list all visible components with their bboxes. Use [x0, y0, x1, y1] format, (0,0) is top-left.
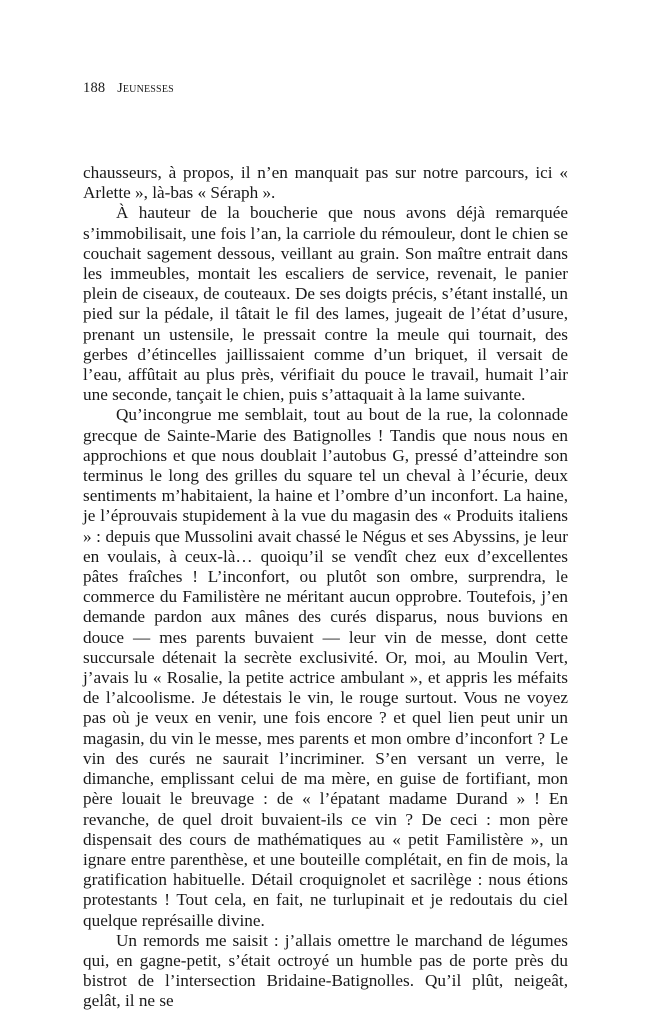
running-title: Jeunesses	[117, 81, 174, 96]
page-number: 188	[83, 80, 106, 96]
paragraph-1: chausseurs, à propos, il n’en manquait pas sur notre parcours, ici « Arlette », là-bas « Séraph ».	[83, 163, 568, 203]
paragraph-2: À hauteur de la boucherie que nous avons déjà remarquée s’immobilisait, une fois l’an, la carriole du rémouleur, dont le chien se couchait sagement dessous, veillant au grain. Son maître entrait dans les immeubles, montait les escaliers de service, revenait, le panier plein de ciseaux, de couteaux. De ses doigts précis, s’étant installé, un pied sur la pédale, il tâtait le fil des lames, jugeait de l’état d’usure, prenant un ustensile, le pressait contre la meule qui tournait, des gerbes d’étincelles jaillissaient comme d’un briquet, il versait de l’eau, affûtait au plus près, vérifiait du pouce le travail, humait l’air une seconde, tançait le chien, puis s’attaquait à la lame suivante.	[83, 203, 568, 405]
body-text	[83, 163, 568, 1012]
paragraph-3: Qu’incongrue me semblait, tout au bout de la rue, la colonnade grecque de Sainte-Marie des Batignolles ! Tandis que nous nous en approchions et que nous doublait l’autobus G, pressé d’atteindre son terminus le long des grilles du square tel un cheval à l’écurie, deux sentiments m’habitaient, la haine et l’ombre d’un inconfort. La haine, je l’éprouvais stupidement à la vue du magasin des « Produits italiens » : depuis que Mussolini avait chassé le Négus et ses Abyssins, je leur en voulais, à ceux-là… quoiqu’il se vendît chez eux d’excellentes pâtes fraîches ! L’inconfort, ou plutôt son ombre, surprendra, le commerce du Familistère ne méritant aucun opprobre. Toutefois, j’en demande pardon aux mânes des curés disparus, nous buvions en douce — mes parents buvaient — leur vin de messe, dont cette succursale détenait la secrète exclusivité. Or, moi, au Moulin Vert, j’avais lu « Rosalie, la petite actrice ambulant », et appris les méfaits de l’alcoolisme. Je détestais le vin, le rouge surtout. Vous ne voyez pas où je veux en venir, une fois encore ? et quel lien peut unir un magasin, du vin le messe, mes parents et mon ombre d’inconfort ? Le vin des curés ne saurait l’incriminer. S’en versant un verre, le dimanche, emplissant celui de ma mère, en guise de fortifiant, mon père louait le breuvage : de « l’épatant madame Durand » ! En revanche, de quel droit buvaient-ils ce vin ? De ceci : mon père dispensait des cours de mathématiques au « petit Familistère », un ignare entre parenthèse, et une bouteille complétait, en fin de mois, la gratification habituelle. Détail croquignolet et sacrilège : nous étions protestants ! Tout cela, en fait, ne turlupinait et je redoutais du ciel quelque représaille divine.	[83, 405, 568, 930]
running-head	[83, 80, 174, 97]
paragraph-4: Un remords me saisit : j’allais omettre le marchand de légumes qui, en gagne-petit, s’était octroyé un humble pas de porte près du bistrot de l’intersection Bridaine-Batignolles. Qu’il plût, neigeât, gelât, il ne se	[83, 930, 568, 1011]
